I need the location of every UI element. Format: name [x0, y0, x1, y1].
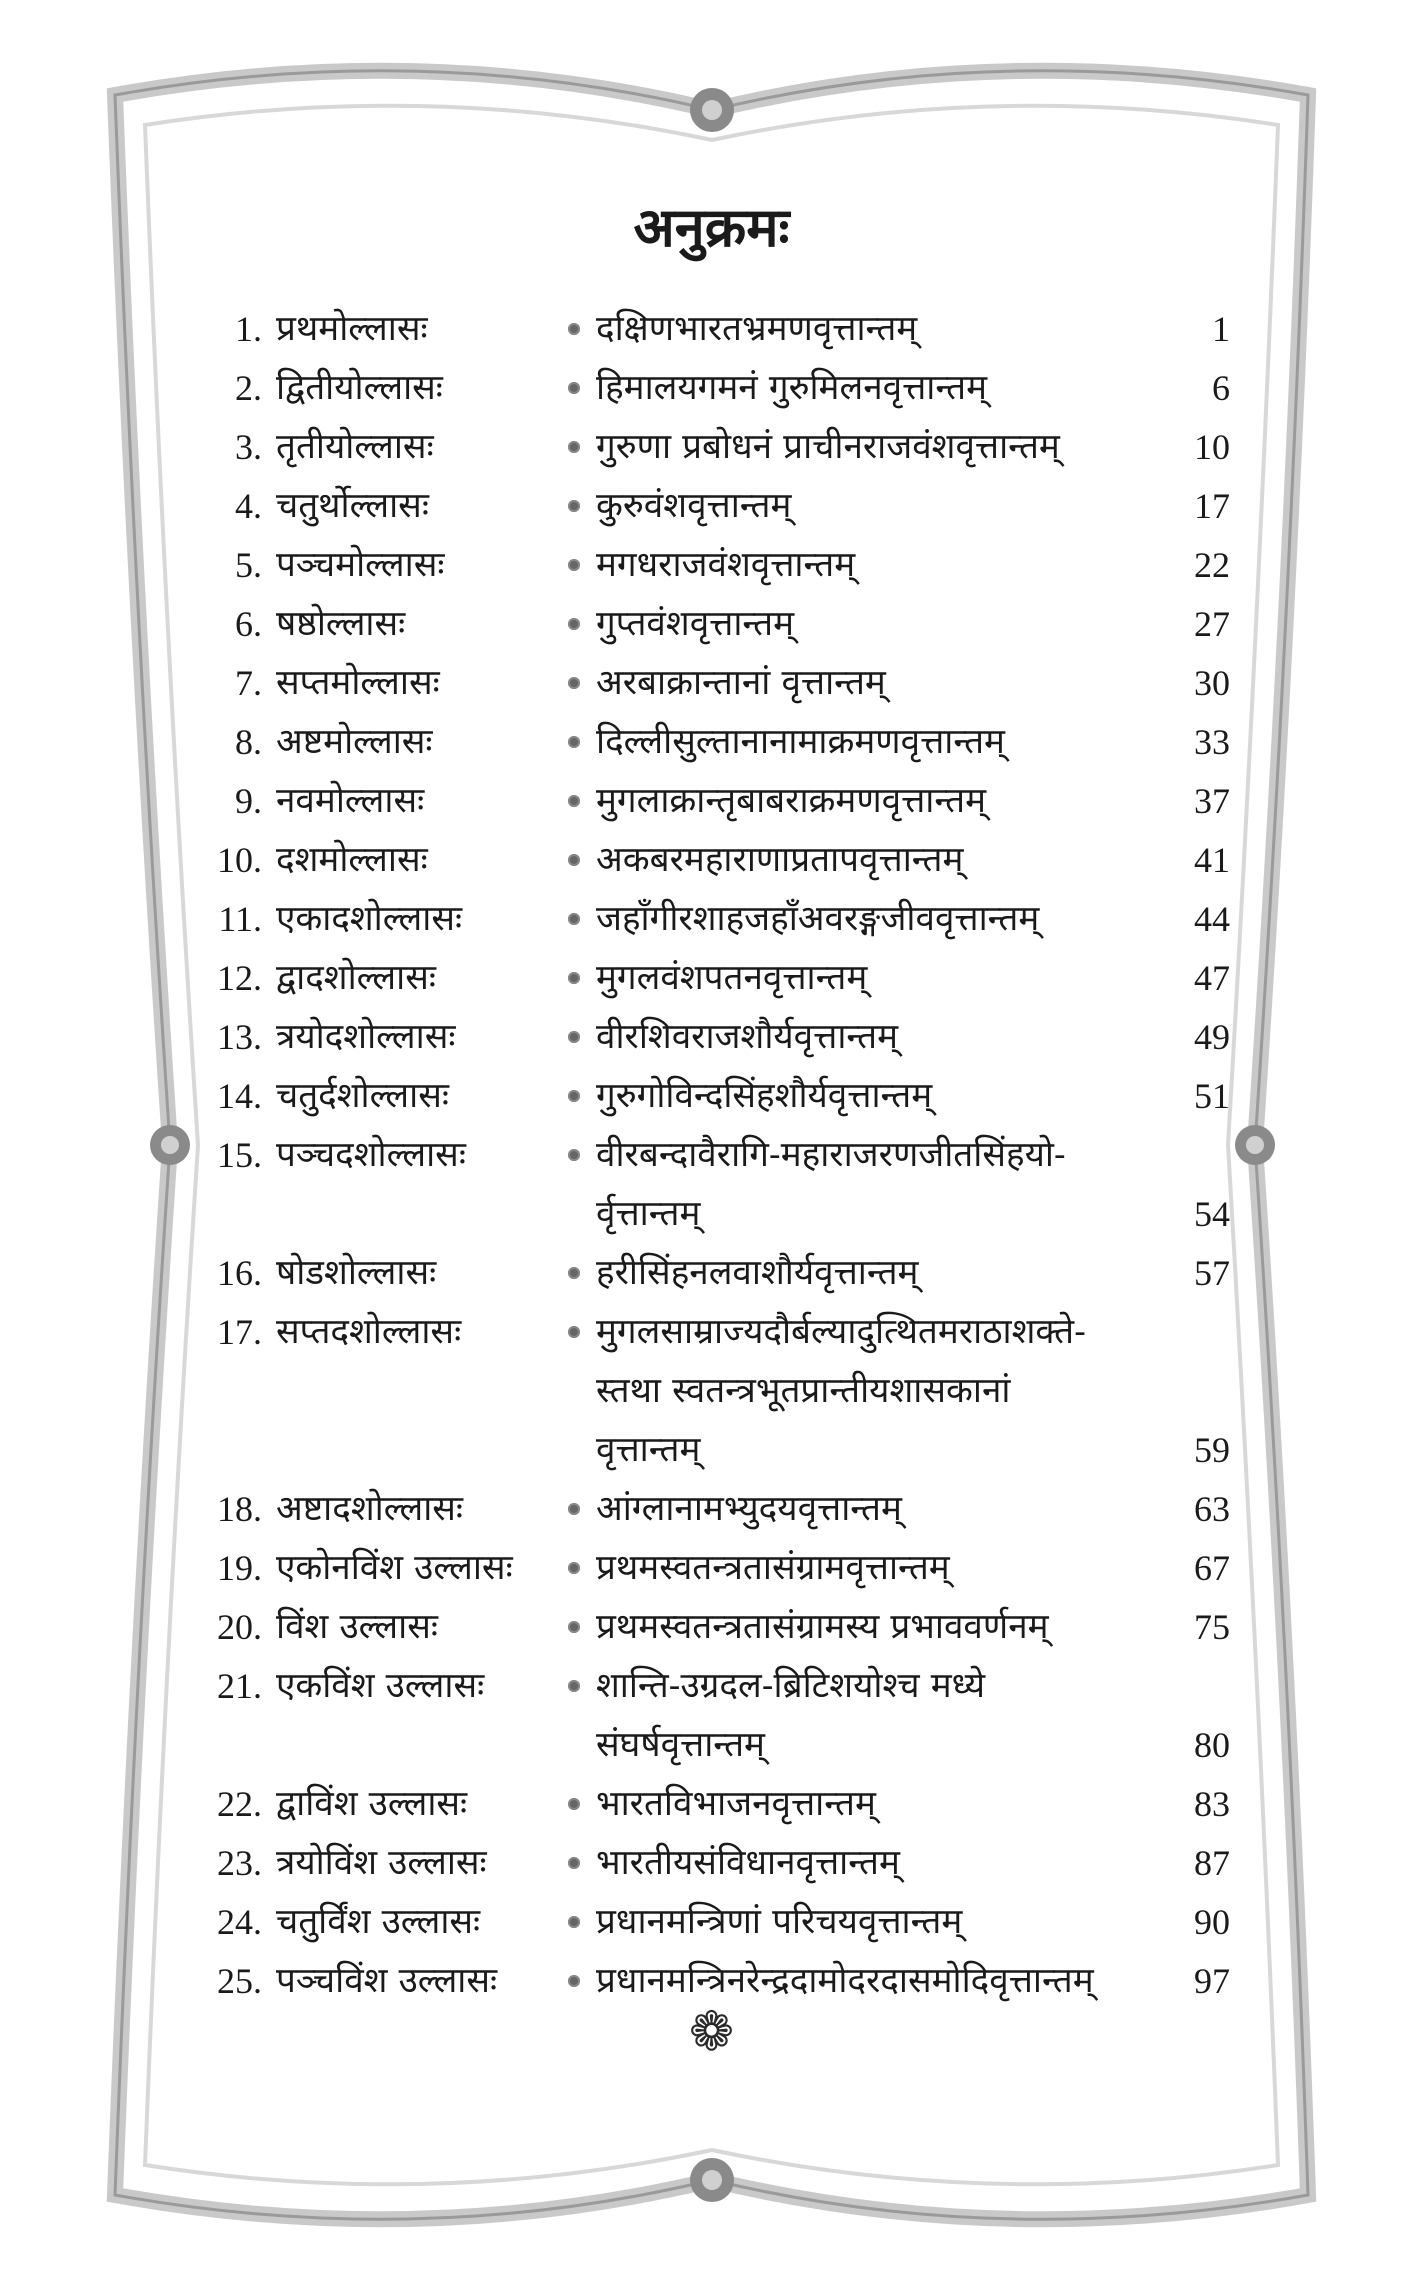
toc-entry	[190, 949, 1230, 1008]
page-number: 63	[1194, 1489, 1230, 1529]
description-line: गुरुणा प्रबोधनं प्राचीनराजवंशवृत्तान्तम्	[596, 427, 1060, 467]
flower-ornament-icon: ❁	[688, 2000, 735, 2063]
chapter-name: एकादशोल्लासः	[276, 899, 463, 939]
chapter-description	[596, 713, 1160, 772]
description-line: अकबरमहाराणाप्रतापवृत्तान्तम्	[596, 840, 964, 880]
chapter-number: 4.	[235, 486, 262, 526]
description-line: भारतीयसंविधानवृत्तान्तम्	[596, 1843, 900, 1883]
chapter-name: द्वादशोल्लासः	[276, 958, 436, 998]
chapter-name: त्रयोदशोल्लासः	[276, 1017, 456, 1057]
chapter-name: द्वाविंश उल्लासः	[276, 1784, 468, 1824]
bullet-icon	[568, 323, 580, 335]
chapter-name: एकोनविंश उल्लासः	[276, 1548, 513, 1588]
chapter-number: 14.	[217, 1076, 262, 1116]
bullet-icon	[568, 1503, 580, 1515]
description-line: गुरुगोविन्दसिंहशौर्यवृत्तान्तम्	[596, 1076, 933, 1116]
toc-entry	[190, 1126, 1230, 1244]
chapter-name: पञ्चमोल्लासः	[276, 545, 445, 585]
bullet-icon	[568, 1621, 580, 1633]
chapter-number: 21.	[217, 1666, 262, 1706]
chapter-number: 24.	[217, 1902, 262, 1942]
chapter-description	[596, 536, 1160, 595]
page-number: 37	[1194, 781, 1230, 821]
chapter-number: 3.	[235, 427, 262, 467]
description-line: स्तथा स्वतन्त्रभूतप्रान्तीयशासकानां	[596, 1371, 1011, 1411]
bullet-icon	[568, 618, 580, 630]
bullet-icon	[568, 1149, 580, 1161]
page-number: 6	[1212, 368, 1230, 408]
page-number: 27	[1194, 604, 1230, 644]
chapter-name: पञ्चदशोल्लासः	[276, 1135, 466, 1175]
description-line: संघर्षवृत्तान्तम्	[596, 1725, 765, 1765]
chapter-description	[596, 1008, 1160, 1067]
page-number: 54	[1194, 1194, 1230, 1234]
bullet-icon	[568, 1857, 580, 1869]
description-line: हिमालयगमनं गुरुमिलनवृत्तान्तम्	[596, 368, 988, 408]
toc-entry	[190, 713, 1230, 772]
chapter-number: 19.	[217, 1548, 262, 1588]
description-line: वीरशिवराजशौर्यवृत्तान्तम्	[596, 1017, 899, 1057]
chapter-description	[596, 477, 1160, 536]
chapter-description	[596, 831, 1160, 890]
toc-entry	[190, 1893, 1230, 1952]
bullet-icon	[568, 441, 580, 453]
bullet-icon	[568, 1680, 580, 1692]
chapter-description	[596, 300, 1160, 359]
bullet-icon	[568, 559, 580, 571]
bullet-icon	[568, 677, 580, 689]
bullet-icon	[568, 1031, 580, 1043]
chapter-description	[596, 1067, 1160, 1126]
toc-entry	[190, 1067, 1230, 1126]
chapter-name: पञ्चविंश उल्लासः	[276, 1961, 498, 2001]
page-number: 80	[1194, 1725, 1230, 1765]
chapter-description	[596, 1126, 1160, 1244]
description-line: प्रथमस्वतन्त्रतासंग्रामस्य प्रभाववर्णनम्	[596, 1607, 1049, 1647]
chapter-number: 2.	[235, 368, 262, 408]
page-number: 59	[1194, 1430, 1230, 1470]
toc-entry	[190, 1008, 1230, 1067]
description-line: गुप्तवंशवृत्तान्तम्	[596, 604, 795, 644]
page-number: 1	[1212, 309, 1230, 349]
chapter-number: 15.	[217, 1135, 262, 1175]
chapter-name: अष्टादशोल्लासः	[276, 1489, 464, 1529]
page-number: 47	[1194, 958, 1230, 998]
description-line: शान्ति-उग्रदल-ब्रिटिशयोश्च मध्ये	[596, 1666, 986, 1706]
chapter-description	[596, 772, 1160, 831]
bullet-icon	[568, 1326, 580, 1338]
chapter-name: षोडशोल्लासः	[276, 1253, 437, 1293]
chapter-number: 1.	[235, 309, 262, 349]
description-line: प्रथमस्वतन्त्रतासंग्रामवृत्तान्तम्	[596, 1548, 950, 1588]
bullet-icon	[568, 795, 580, 807]
bullet-icon	[568, 382, 580, 394]
toc-entry	[190, 1303, 1230, 1480]
toc-entry	[190, 418, 1230, 477]
chapter-name: एकविंश उल्लासः	[276, 1666, 485, 1706]
toc-entry	[190, 536, 1230, 595]
chapter-number: 16.	[217, 1253, 262, 1293]
description-line: आंग्लानामभ्युदयवृत्तान्तम्	[596, 1489, 902, 1529]
page-number: 87	[1194, 1843, 1230, 1883]
chapter-description	[596, 890, 1160, 949]
description-line: जहाँगीरशाहजहाँअवरङ्गजीववृत्तान्तम्	[596, 899, 1040, 939]
table-of-contents	[190, 300, 1230, 2011]
chapter-description	[596, 1244, 1160, 1303]
chapter-number: 13.	[217, 1017, 262, 1057]
toc-entry	[190, 831, 1230, 890]
description-line: हरीसिंहनलवाशौर्यवृत्तान्तम्	[596, 1253, 919, 1293]
chapter-name: चतुर्थोल्लासः	[276, 486, 429, 526]
page-number: 57	[1194, 1253, 1230, 1293]
chapter-number: 8.	[235, 722, 262, 762]
description-line: वीरबन्दावैरागि-महाराजरणजीतसिंहयो-	[596, 1135, 1066, 1175]
chapter-number: 20.	[217, 1607, 262, 1647]
description-line: प्रधानमन्त्रिणां परिचयवृत्तान्तम्	[596, 1902, 963, 1942]
toc-entry	[190, 1834, 1230, 1893]
description-line: कुरुवंशवृत्तान्तम्	[596, 486, 792, 526]
chapter-description	[596, 595, 1160, 654]
chapter-name: चतुर्दशोल्लासः	[276, 1076, 449, 1116]
description-line: मुगलसाम्राज्यदौर्बल्यादुत्थितमराठाशक्ते-	[596, 1312, 1086, 1352]
description-line: मगधराजवंशवृत्तान्तम्	[596, 545, 856, 585]
page-number: 90	[1194, 1902, 1230, 1942]
chapter-name: अष्टमोल्लासः	[276, 722, 433, 762]
bullet-icon	[568, 972, 580, 984]
page-number: 49	[1194, 1017, 1230, 1057]
bullet-icon	[568, 1798, 580, 1810]
chapter-number: 5.	[235, 545, 262, 585]
description-line: दक्षिणभारतभ्रमणवृत्तान्तम्	[596, 309, 918, 349]
chapter-name: द्वितीयोल्लासः	[276, 368, 443, 408]
chapter-description	[596, 1480, 1160, 1539]
bullet-icon	[568, 736, 580, 748]
description-line: दिल्लीसुल्तानानामाक्रमणवृत्तान्तम्	[596, 722, 1005, 762]
page-number: 75	[1194, 1607, 1230, 1647]
chapter-description	[596, 1598, 1160, 1657]
toc-entry	[190, 477, 1230, 536]
chapter-name: प्रथमोल्लासः	[276, 309, 428, 349]
description-line: मुगलाक्रान्तृबाबराक्रमणवृत्तान्तम्	[596, 781, 987, 821]
chapter-description	[596, 1893, 1160, 1952]
page-number: 83	[1194, 1784, 1230, 1824]
page-number: 67	[1194, 1548, 1230, 1588]
page-number: 33	[1194, 722, 1230, 762]
toc-entry	[190, 890, 1230, 949]
chapter-name: दशमोल्लासः	[276, 840, 428, 880]
page-number: 51	[1194, 1076, 1230, 1116]
chapter-description	[596, 654, 1160, 713]
bullet-icon	[568, 1562, 580, 1574]
page-number: 44	[1194, 899, 1230, 939]
chapter-name: तृतीयोल्लासः	[276, 427, 434, 467]
chapter-name: त्रयोविंश उल्लासः	[276, 1843, 487, 1883]
chapter-number: 23.	[217, 1843, 262, 1883]
chapter-description	[596, 359, 1160, 418]
chapter-description	[596, 1834, 1160, 1893]
toc-entry	[190, 300, 1230, 359]
toc-entry	[190, 1775, 1230, 1834]
bullet-icon	[568, 1267, 580, 1279]
chapter-name: विंश उल्लासः	[276, 1607, 438, 1647]
page-number: 30	[1194, 663, 1230, 703]
chapter-number: 6.	[235, 604, 262, 644]
chapter-name: षष्ठोल्लासः	[276, 604, 406, 644]
chapter-number: 18.	[217, 1489, 262, 1529]
description-line: र्वृत्तान्तम्	[596, 1194, 701, 1234]
page-number: 22	[1194, 545, 1230, 585]
toc-entry	[190, 1657, 1230, 1775]
toc-entry	[190, 1480, 1230, 1539]
page-number: 17	[1194, 486, 1230, 526]
toc-entry	[190, 595, 1230, 654]
bullet-icon	[568, 1975, 580, 1987]
chapter-number: 25.	[217, 1961, 262, 2001]
bullet-icon	[568, 854, 580, 866]
chapter-name: सप्तदशोल्लासः	[276, 1312, 462, 1352]
chapter-description	[596, 418, 1160, 477]
page-number: 41	[1194, 840, 1230, 880]
bullet-icon	[568, 1916, 580, 1928]
chapter-number: 9.	[235, 781, 262, 821]
description-line: भारतविभाजनवृत्तान्तम्	[596, 1784, 876, 1824]
chapter-description	[596, 1657, 1160, 1775]
chapter-description	[596, 1303, 1160, 1480]
description-line: अरबाक्रान्तानां वृत्तान्तम्	[596, 663, 886, 703]
bullet-icon	[568, 500, 580, 512]
toc-entry	[190, 359, 1230, 418]
bullet-icon	[568, 1090, 580, 1102]
chapter-description	[596, 949, 1160, 1008]
toc-entry	[190, 1598, 1230, 1657]
page-title: अनुक्रमः	[633, 196, 790, 259]
toc-entry	[190, 772, 1230, 831]
page-number: 10	[1194, 427, 1230, 467]
chapter-name: सप्तमोल्लासः	[276, 663, 440, 703]
chapter-name: नवमोल्लासः	[276, 781, 425, 821]
toc-entry	[190, 1539, 1230, 1598]
bullet-icon	[568, 913, 580, 925]
chapter-description	[596, 1539, 1160, 1598]
chapter-number: 22.	[217, 1784, 262, 1824]
toc-entry	[190, 654, 1230, 713]
toc-entry	[190, 1244, 1230, 1303]
chapter-description	[596, 1775, 1160, 1834]
chapter-number: 7.	[235, 663, 262, 703]
description-line: प्रधानमन्त्रिनरेन्द्रदामोदरदासमोदिवृत्तान्तम्	[596, 1961, 1094, 2001]
description-line: वृत्तान्तम्	[596, 1430, 701, 1470]
description-line: मुगलवंशपतनवृत्तान्तम्	[596, 958, 868, 998]
chapter-number: 17.	[217, 1312, 262, 1352]
chapter-number: 12.	[217, 958, 262, 998]
chapter-name: चतुर्विंश उल्लासः	[276, 1902, 481, 1942]
chapter-number: 10.	[217, 840, 262, 880]
page-number: 97	[1194, 1961, 1230, 2001]
chapter-number: 11.	[218, 899, 262, 939]
